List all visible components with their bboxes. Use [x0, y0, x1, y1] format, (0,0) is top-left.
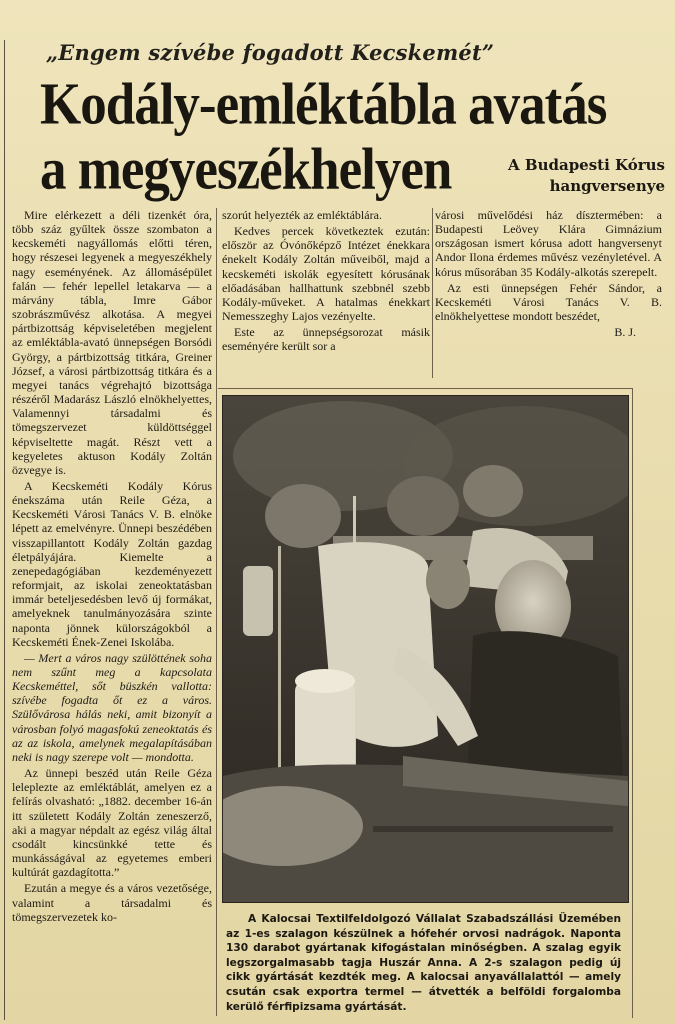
paragraph: Este az ünnepségsorozat másik eseményére került sor a — [222, 325, 430, 354]
paragraph: szorút helyezték az emléktáblára. — [222, 208, 382, 222]
paragraph: Kedves percek következtek ezután: először az Óvónőképző Intézet énekkara énekelt Kodály Zoltán műveiből, majd a kecskeméti iskolák egyesített kórusának előadásában hallhattunk szebbnél szebb Kodály-műveket. A hatalmas énekkart Nemesszeghy Lajos vezényelte. — [222, 224, 430, 324]
factory-photo — [222, 395, 629, 903]
paragraph: Az esti ünnepségen Fehér Sándor, a Kecskeméti Városi Tanács V. B. elnökhelyettese mondott beszédet, — [435, 280, 662, 324]
paragraph: A Kecskeméti Kodály Kórus énekszáma után Reile Géza, a Kecskeméti Városi Tanács V. B. elnöke lépett az emelvényre. Ünnepi beszédében visszapillantott Kodály Zoltán gazdag életpályájára. Kiemelte a zenepedagógiában kezdeményezett reformjait, az iskolai zeneoktatásban immár beteljesedésben levő új formákat, amelyeknek tanulmányozására szinte naponta jönnek külországokból a Kecskeméti Ének-Zenei Iskolába. — [12, 478, 212, 649]
subheadline-line-2: hangversenye — [549, 177, 665, 195]
article-column-3 — [435, 208, 662, 339]
photo-top-rule — [218, 388, 633, 389]
kicker-quote: „Engem szívébe fogadott Kecskemét” — [46, 40, 495, 65]
paragraph: Mire elérkezett a déli tizenkét óra, több száz gyűltek össze szombaton a kecskeméti nagyállomás előtti téren, hogy részesei legyenek a megyeszékhely nagy eseményének. Az állomásépület falán — fehér lepellel letakarva — a márvány tábla, Imre Gábor szobrászművész alkotása. A megyei pártbizottság képviseletében megjelent az emléktábla-avató ünnepségen Borsódi György, a pártbizottság titkára, Greiner József, a városi pártbizottság titkára és a megyei tanács végrehajtó bizottsága részéről Madarász László elnökhelyettes, Valamennyi társadalmi és tömegszervezet küldöttséggel képviseltette magát. Részt vett a kegyeletes aktuson Kodály Zoltán özvegye is. — [12, 208, 212, 477]
left-margin-rule — [4, 40, 5, 1020]
paragraph: városi művelődési ház dísztermében: a Budapesti Leövey Klára Gimnázium országosan ismert kórusa adott hangversenyt Andor Ilona érdemes művész vezényletével. A kórus műsorában 35 Kodály-alkotás szerepelt. — [435, 208, 662, 279]
photo-illustration — [223, 396, 628, 902]
paragraph: Ezután a megye és a város vezetősége, valamint a társadalmi és tömegszervezetek ko- — [12, 881, 212, 924]
photo-caption: A Kalocsai Textilfeldolgozó Vállalat Szabadszállási Üzemében az 1-es szalagon készülnek a hófehér orvosi nadrágok. Naponta 130 darabot gyártanak kifogástalan minőségben. A szalag egyik legszorgalmasabb tagja Huszár Anna. A 2-s szalagon pedig új cikk gyártását kezdték meg. A kalocsai anyavállalattól — amely csután csak exportra termel — átvették a belföldi forgalomba kerülő férfipizsama gyártását. — [226, 913, 621, 1013]
subheadline — [450, 155, 665, 197]
headline-line-2: a megyeszékhelyen — [40, 136, 452, 202]
column-divider — [432, 208, 433, 378]
subheadline-line-1: A Budapesti Kórus — [508, 156, 665, 174]
paragraph: — Mert a város nagy szülöttének soha nem szűnt meg a kapcsolata Kecskeméttel, sőt büszkén vallotta: szívébe fogadta őt ez a város. Szülővárosa hálás neki, amit bizonyít a városban folyó magasfokú zeneoktatás és az az iskola, amelynek megalapításában neki is nagy szerepe volt — mondotta. — [12, 650, 212, 764]
column-divider — [216, 208, 217, 1016]
author-signature: B. J. — [614, 325, 636, 340]
article-column-1 — [12, 208, 212, 926]
headline-line-1: Kodály-emléktábla avatás — [40, 72, 607, 137]
photo-right-rule — [632, 388, 633, 1018]
paragraph: Az ünnepi beszéd után Reile Géza leleplezte az emléktáblát, amelyen ez a felírás olvasható: „1882. december 16-án itt született Kodály Zoltán zeneszerző, aki a magyar népdalt az egész világ által csodált kincsünkké tette és munkásságával az egyetemes emberi kultúrát gazdagította.” — [12, 766, 212, 880]
article-column-2 — [222, 208, 430, 356]
